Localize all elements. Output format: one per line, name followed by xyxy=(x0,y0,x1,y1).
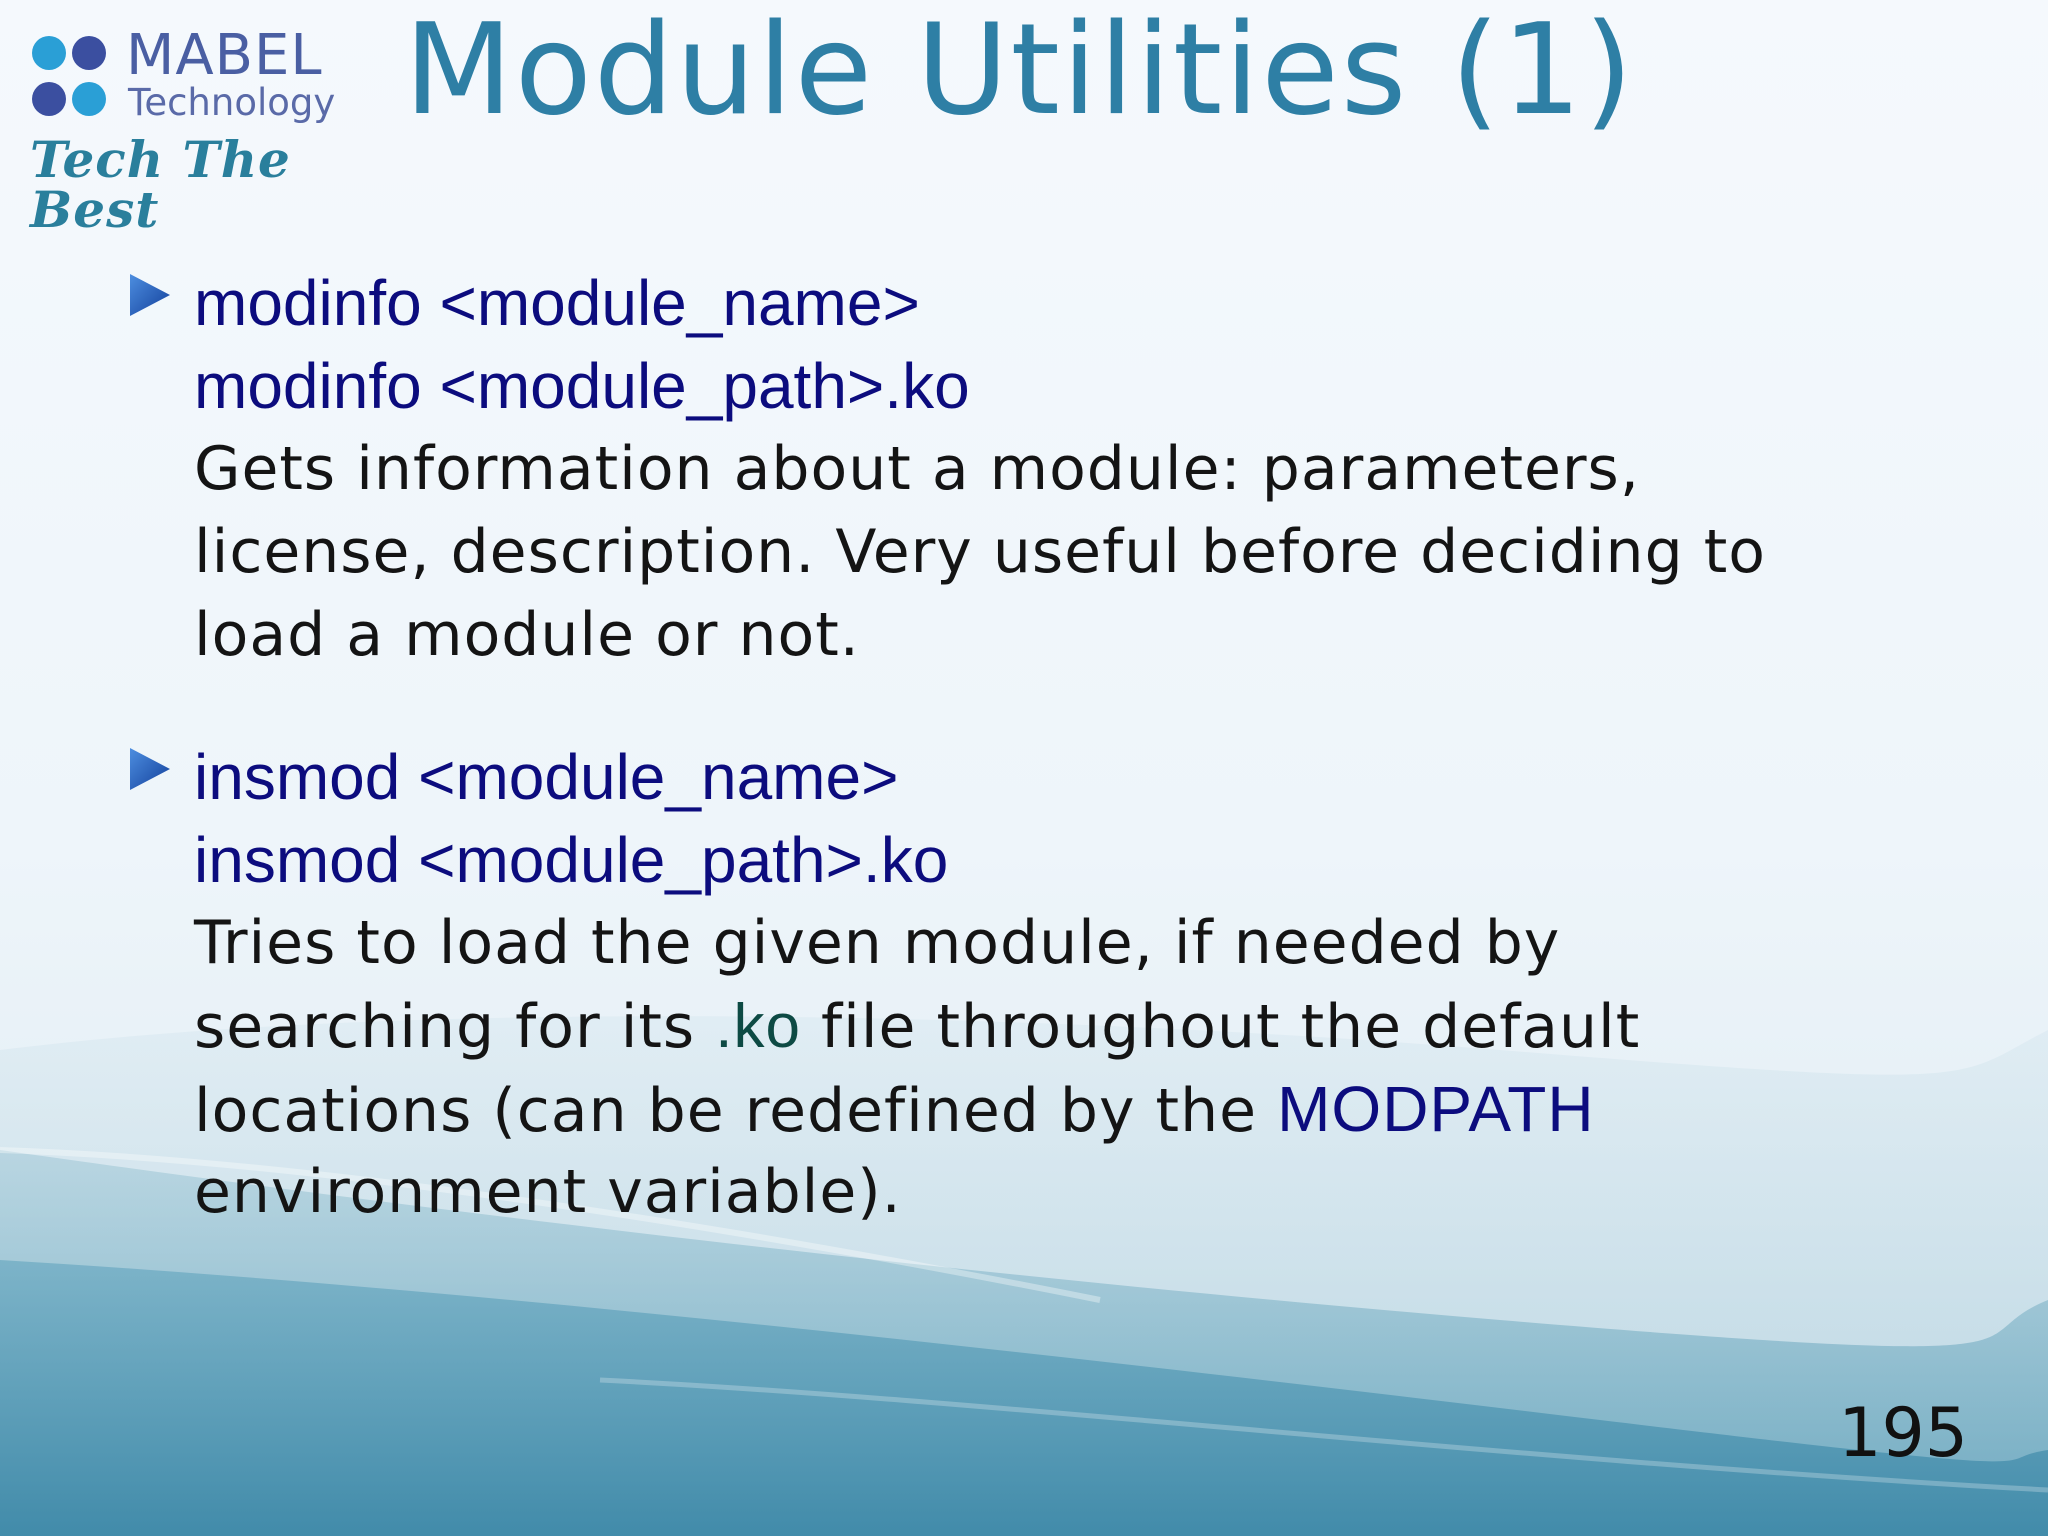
description-text: searching for its xyxy=(194,992,716,1062)
logo-dot xyxy=(72,36,106,70)
command-text: insmod <module_name> xyxy=(194,741,899,813)
logo-brand: MABEL xyxy=(126,23,323,88)
description-line xyxy=(194,985,1894,1068)
bullet-triangle-icon xyxy=(128,746,172,792)
description-text: locations (can be redefined by the xyxy=(194,1076,1278,1146)
logo-dot xyxy=(32,82,66,116)
description-text: Tries to load the given module, if needed by xyxy=(194,908,1561,978)
ko-extension-text: .ko xyxy=(715,992,801,1061)
command-text: modinfo <module_path>.ko xyxy=(194,350,970,422)
description-text: environment variable). xyxy=(194,1157,902,1227)
description-text: load a module or not. xyxy=(194,600,860,670)
logo-dots-icon xyxy=(32,36,122,126)
description-text: license, description. Very useful before deciding to xyxy=(194,517,1766,587)
description-line xyxy=(194,1068,1894,1151)
description-text: file throughout the default xyxy=(800,992,1641,1062)
command-text: insmod <module_path>.ko xyxy=(194,824,949,896)
page-number: 195 xyxy=(1838,1394,1968,1473)
description-text: Gets information about a module: parameters, xyxy=(194,434,1640,504)
slide-title: Module Utilities (1) xyxy=(404,0,1635,143)
logo-subtitle: Technology xyxy=(128,81,336,124)
logo-dot xyxy=(72,82,106,116)
logo-dot xyxy=(32,36,66,70)
command-text: modinfo <module_name> xyxy=(194,267,920,339)
bullet-triangle-icon xyxy=(128,272,172,318)
company-logo xyxy=(28,23,348,239)
modpath-variable-text: MODPATH xyxy=(1277,1073,1595,1145)
logo-tagline: Tech The Best xyxy=(30,130,291,239)
